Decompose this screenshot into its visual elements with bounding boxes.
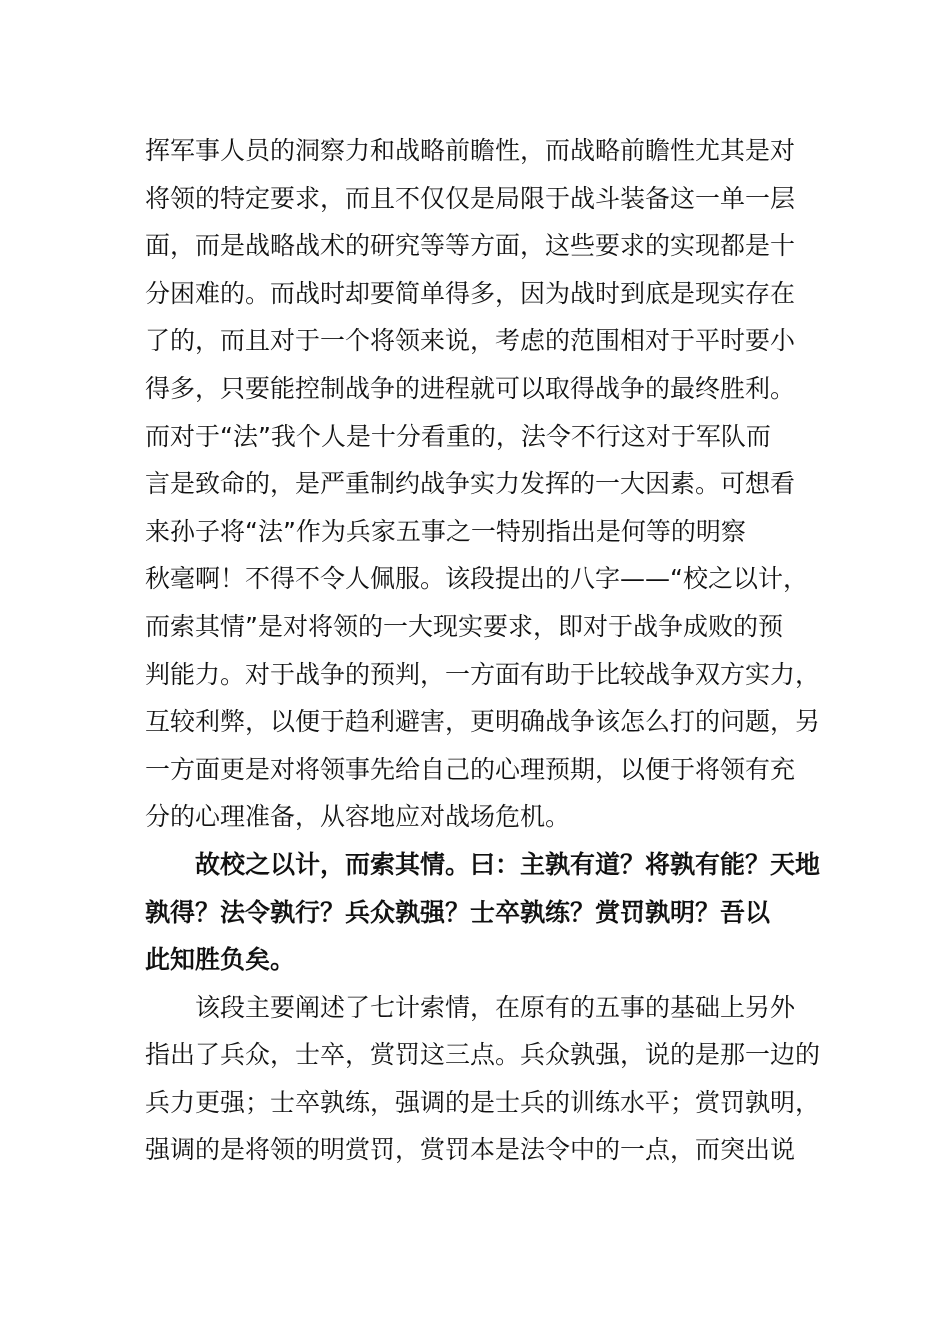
text-line: 面，而是战略战术的研究等等方面，这些要求的实现都是十 xyxy=(145,231,796,261)
text-line: 该段主要阐述了七计索情，在原有的五事的基础上另外 xyxy=(195,992,796,1022)
document-body xyxy=(145,127,821,1174)
quote-line: 故校之以计，而索其情。曰：主孰有道？将孰有能？天地 xyxy=(195,849,821,879)
text-line: 将领的特定要求，而且不仅仅是局限于战斗装备这一单一层 xyxy=(145,183,796,213)
text-line: 分的心理准备，从容地应对战场危机。 xyxy=(145,802,571,832)
text-line: 判能力。对于战争的预判，一方面有助于比较战争双方实力， xyxy=(145,659,821,689)
text-line: 秋毫啊！不得不令人佩服。该段提出的八字——“校之以计， xyxy=(145,564,808,594)
quote-line: 此知胜负矣。 xyxy=(145,945,296,975)
text-line: 分困难的。而战时却要简单得多，因为战时到底是现实存在 xyxy=(145,278,796,308)
text-line: 互较利弊，以便于趋利避害，更明确战争该怎么打的问题，另 xyxy=(145,707,821,737)
text-line: 强调的是将领的明赏罚，赏罚本是法令中的一点，而突出说 xyxy=(145,1135,796,1165)
text-line: 得多，只要能控制战争的进程就可以取得战争的最终胜利。 xyxy=(145,373,796,403)
body-paragraph-1 xyxy=(145,127,821,841)
text-line: 来孙子将“法”作为兵家五事之一特别指出是何等的明察 xyxy=(145,516,746,546)
text-line: 言是致命的，是严重制约战争实力发挥的一大因素。可想看 xyxy=(145,469,796,499)
text-line: 兵力更强；士卒孰练，强调的是士兵的训练水平；赏罚孰明， xyxy=(145,1087,821,1117)
text-line: 而对于“法”我个人是十分看重的，法令不行这对于军队而 xyxy=(145,421,771,451)
text-line: 而索其情”是对将领的一大现实要求，即对于战争成败的预 xyxy=(145,611,783,641)
text-line: 挥军事人员的洞察力和战略前瞻性，而战略前瞻性尤其是对 xyxy=(145,136,796,165)
body-paragraph-2 xyxy=(145,984,821,1174)
text-line: 一方面更是对将领事先给自己的心理预期，以便于将领有充 xyxy=(145,754,796,784)
text-line: 了的，而且对于一个将领来说，考虑的范围相对于平时要小 xyxy=(145,326,796,356)
text-line: 指出了兵众，士卒，赏罚这三点。兵众孰强，说的是那一边的 xyxy=(145,1040,821,1070)
classic-quote-paragraph xyxy=(145,841,821,984)
quote-line: 孰得？法令孰行？兵众孰强？士卒孰练？赏罚孰明？吾以 xyxy=(145,897,771,927)
